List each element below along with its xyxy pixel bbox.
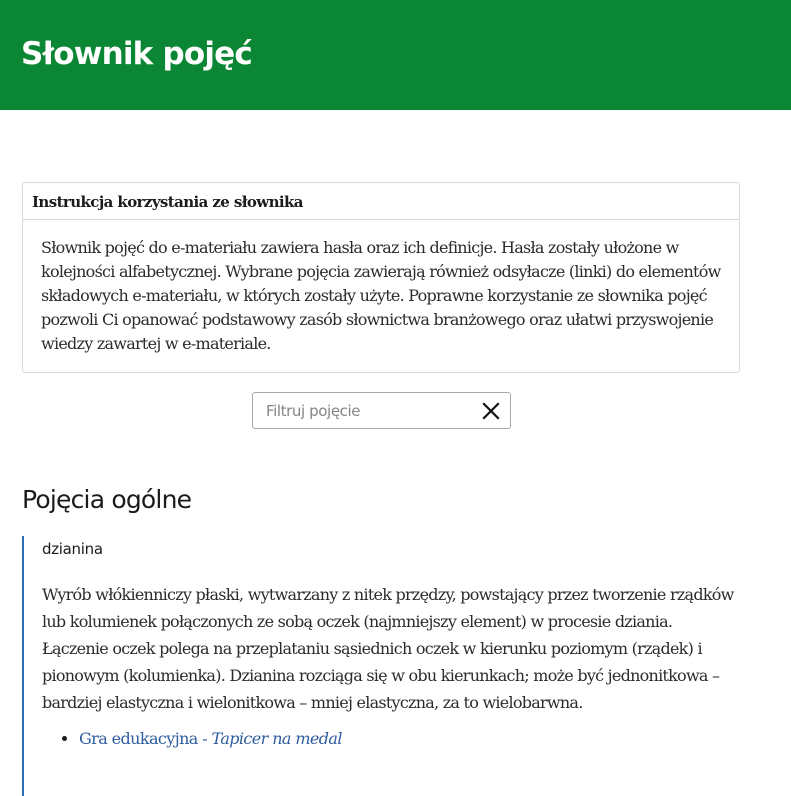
instructions-header bbox=[23, 183, 739, 220]
entry-term: dzianina bbox=[42, 540, 103, 558]
filter-input[interactable] bbox=[253, 393, 476, 428]
instructions-text: Słownik pojęć do e-materiału zawiera hasła oraz ich definicje. Hasła zostały ułożone w kolejności alfabetycznej. Wybrane pojęcia zawierają również odsyłacze (linki) do elementów składowych e-materiału, w których zostały użyte. Poprawne korzystanie ze słownika pojęć pozwoli Ci opanować podstawowy zasób słownictwa branżowego oraz ułatwi przyswojenie wiedzy zawartej w e-materiale. bbox=[41, 238, 721, 353]
entry-link-game[interactable] bbox=[79, 729, 342, 748]
link-title: Tapicer na medal bbox=[211, 729, 342, 748]
close-icon[interactable] bbox=[481, 401, 501, 421]
instructions-body bbox=[23, 220, 739, 356]
entry-definition: Wyrób włókienniczy płaski, wytwarzany z nitek przędzy, powstający przez tworzenie rządków lub kolumienek połączonych ze sobą oczek (najmniejszy element) w procesie dziania. Łączenie oczek polega na przeplataniu sąsiednich oczek w kierunku poziomym (rządek) i pionowym (kolumienka). Dzianina rozciąga się w obu kierunkach; może być jednonitkowa – bardziej elastyczna i wielonitkowa – mniej elastyczna, za to wielobarwna. bbox=[42, 585, 734, 712]
link-type-label: Gra edukacyjna bbox=[79, 729, 198, 748]
page-header bbox=[0, 0, 791, 110]
instructions-panel bbox=[22, 182, 740, 373]
section-title: Pojęcia ogólne bbox=[22, 485, 192, 514]
page-title: Słownik pojęć bbox=[21, 36, 252, 72]
glossary-entry bbox=[22, 536, 742, 796]
instructions-title: Instrukcja korzystania ze słownika bbox=[32, 193, 303, 211]
list-item bbox=[79, 726, 742, 752]
entry-links-list bbox=[42, 726, 742, 752]
link-separator: - bbox=[197, 729, 212, 748]
filter-field bbox=[252, 392, 511, 429]
